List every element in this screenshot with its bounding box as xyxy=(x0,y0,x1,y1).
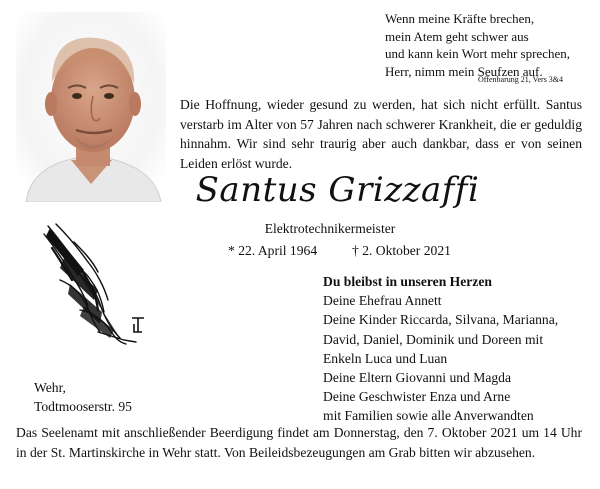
mourner-line: David, Daniel, Dominik und Doreen mit xyxy=(323,331,544,347)
birth-date: * 22. April 1964 xyxy=(228,243,318,258)
deceased-profession: Elektrotechnikermeister xyxy=(264,221,396,236)
mourner-line: Deine Geschwister Enza und Arne xyxy=(323,389,511,405)
poem xyxy=(385,10,570,80)
portrait-photo xyxy=(16,12,166,202)
mourners-heading: Du bleibst in unseren Herzen xyxy=(323,274,492,289)
poem-source: Offenbarung 21, Vers 3&4 xyxy=(478,75,564,84)
poem-line: Herr, nimm mein Seufzen auf. xyxy=(385,63,543,79)
mourner-line: Deine Ehefrau Annett xyxy=(323,293,442,309)
portrait-photo-icon xyxy=(16,12,166,202)
funeral-notice: Das Seelenamt mit anschließender Beerdigung findet am Donnerstag, den 7. Oktober 2021 um 14 Uhr in der St. Martinskirche in Wehr statt. Von Beileidsbezeugungen am Grab bitten wir abzusehen. xyxy=(16,425,582,460)
mourners-list xyxy=(323,272,558,426)
address-city: Wehr, xyxy=(34,380,66,395)
mourner-line: Enkeln Luca und Luan xyxy=(323,350,448,366)
intro-text: Die Hoffnung, wieder gesund zu werden, hat sich nicht erfüllt. Santus verstarb im Alter von 57 Jahren nach schwerer Krankheit, die er geduldig hinnahm. Wir sind sehr traurig aber auch dankbar, dass er von seinen Leiden erlöst wurde. xyxy=(180,97,582,171)
poem-line: mein Atem geht schwer aus xyxy=(385,28,529,44)
praying-hands-icon xyxy=(40,220,152,346)
deceased-name: Santus Grizzaffi xyxy=(195,170,480,210)
death-date: † 2. Oktober 2021 xyxy=(352,243,451,258)
address xyxy=(34,378,132,416)
poem-line: und kann kein Wort mehr sprechen, xyxy=(385,46,570,61)
mourner-line: Deine Kinder Riccarda, Silvana, Marianna, xyxy=(323,312,559,328)
mourner-line: Deine Eltern Giovanni und Magda xyxy=(323,370,511,386)
praying-hands-image xyxy=(40,220,152,346)
mourner-line: mit Familien sowie alle Anverwandten xyxy=(323,408,534,424)
address-street: Todtmooserstr. 95 xyxy=(34,399,132,415)
poem-line: Wenn meine Kräfte brechen, xyxy=(385,11,535,26)
